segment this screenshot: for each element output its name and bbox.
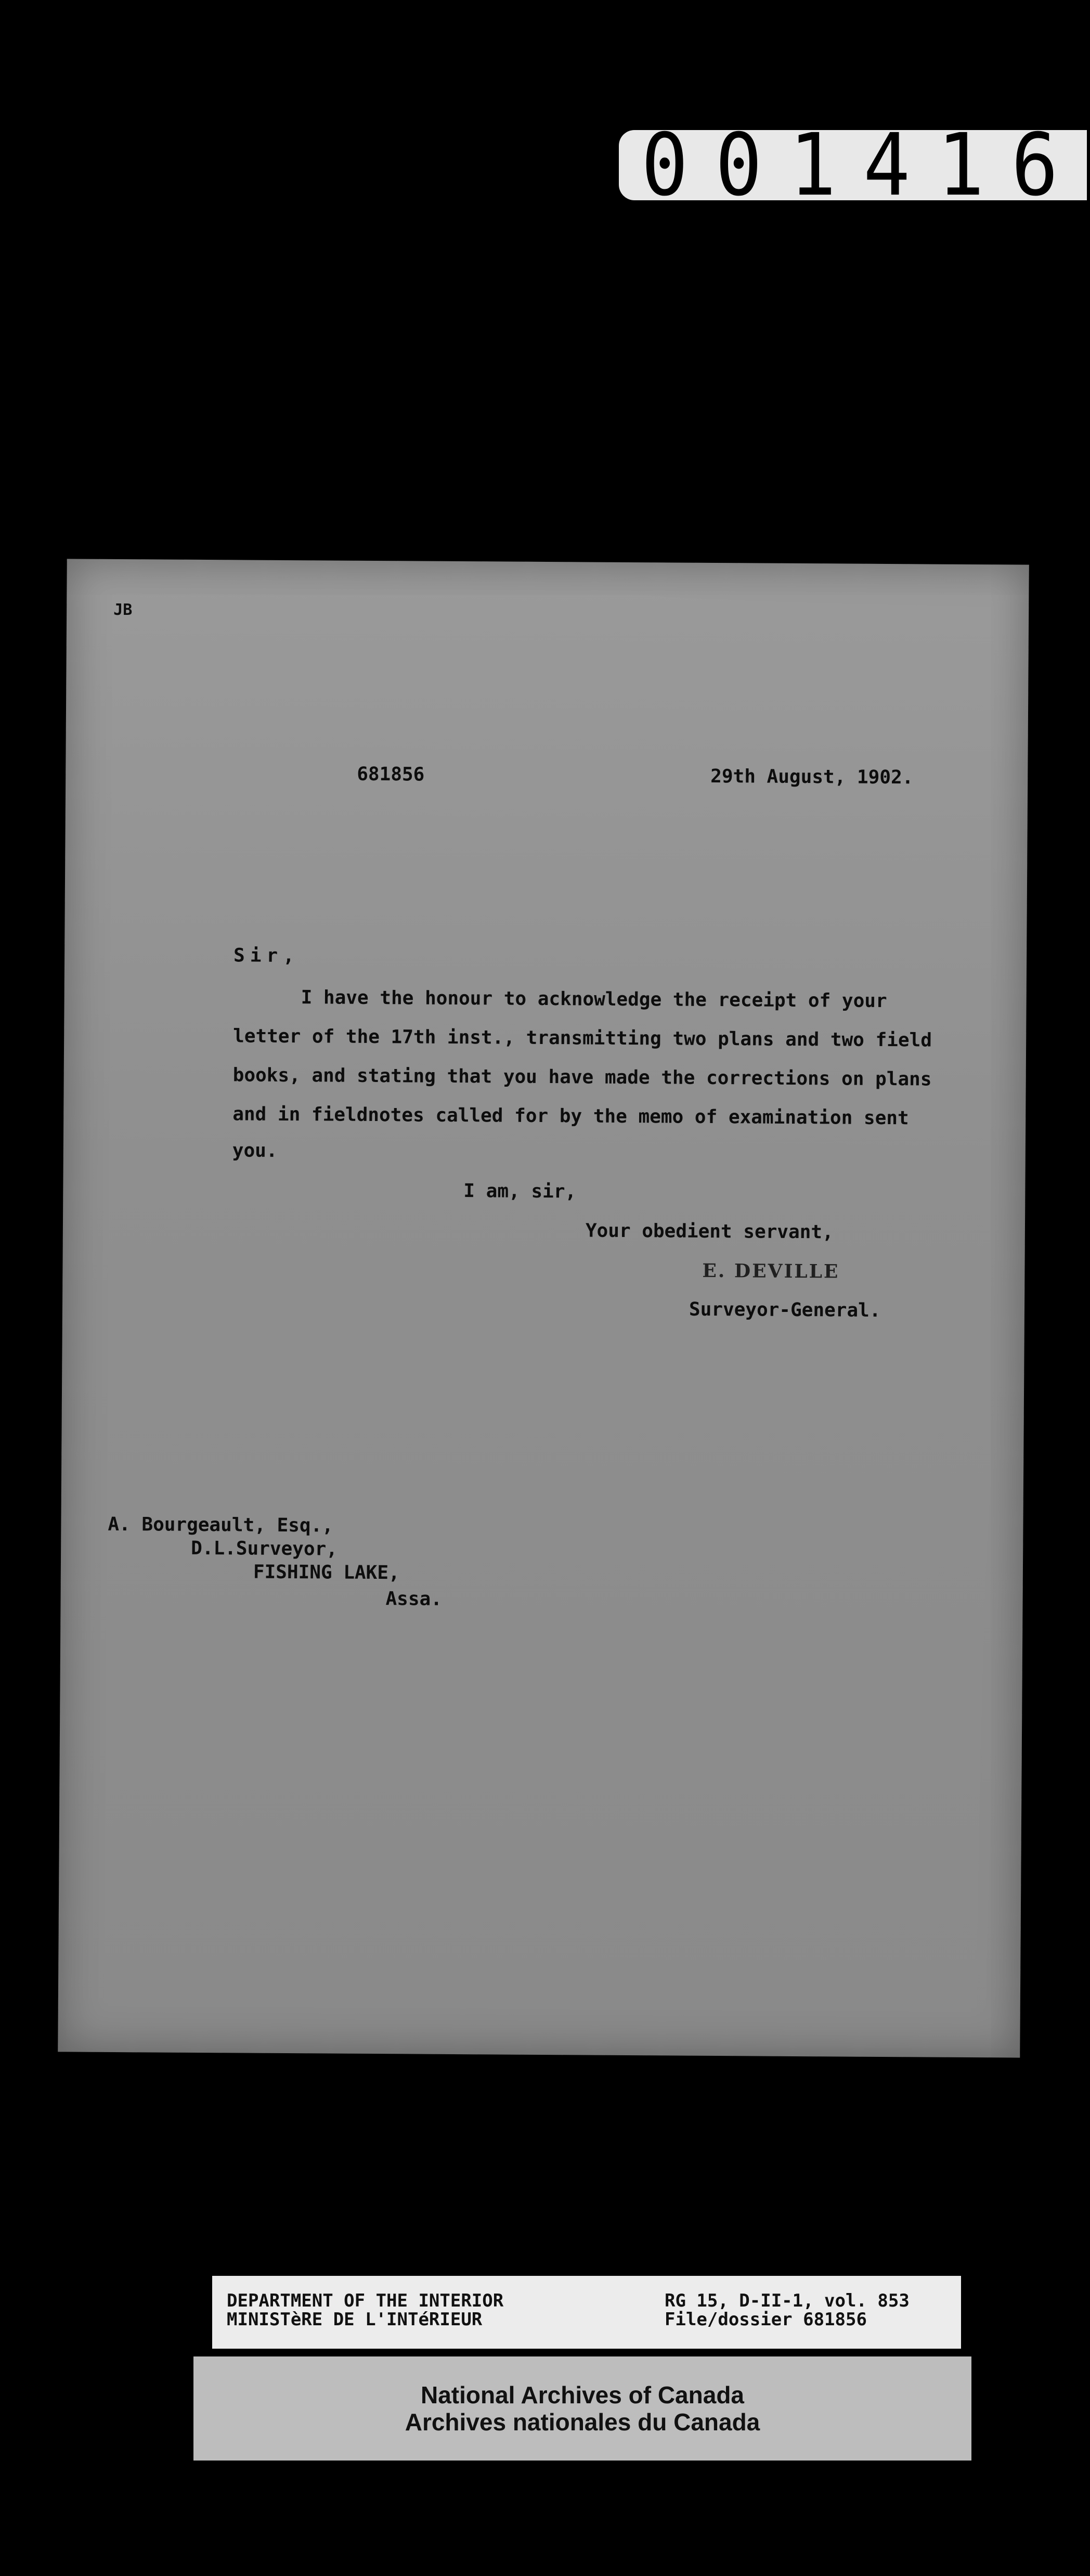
department-label: [212, 2276, 961, 2349]
body-line: I have the honour to acknowledge the receipt of your: [301, 987, 887, 1012]
department-en: DEPARTMENT OF THE INTERIOR: [227, 2290, 504, 2311]
signature: E. DEVILLE: [702, 1259, 840, 1283]
archive-reference: [665, 2291, 910, 2329]
archives-label: [193, 2356, 971, 2461]
signature-title: Surveyor-General.: [689, 1298, 881, 1321]
body-line: letter of the 17th inst., transmitting two plans and two field: [233, 1025, 932, 1051]
letter-date: 29th August, 1902.: [710, 765, 914, 789]
body-line: books, and stating that you have made the corrections on plans: [232, 1064, 932, 1090]
typist-initials: JB: [113, 600, 133, 620]
closing-line: I am, sir,: [463, 1180, 577, 1203]
body-line: and in fieldnotes called for by the memo of examination sent: [232, 1103, 909, 1129]
department-names: [227, 2291, 503, 2329]
address-line: FISHING LAKE,: [253, 1561, 400, 1584]
address-line: A. Bourgeault, Esq.,: [108, 1513, 334, 1537]
address-line: D.L.Surveyor,: [191, 1537, 338, 1560]
complimentary-close: Your obedient servant,: [585, 1220, 834, 1243]
letter-page: [58, 559, 1029, 2057]
archives-name-fr: Archives nationales du Canada: [405, 2408, 760, 2436]
reference-group: RG 15, D-II-1, vol. 853: [665, 2290, 910, 2311]
department-fr: MINISTèRE DE L'INTéRIEUR: [227, 2309, 483, 2330]
frame-number-stamp: [619, 115, 1087, 215]
frame-number-text: 001416: [641, 115, 1085, 215]
archives-name-en: National Archives of Canada: [420, 2381, 744, 2408]
reference-file: File/dossier 681856: [665, 2309, 867, 2330]
salutation: Sir,: [233, 945, 300, 967]
file-number: 681856: [357, 763, 425, 785]
body-line: you.: [232, 1140, 278, 1162]
address-line: Assa.: [385, 1588, 443, 1610]
